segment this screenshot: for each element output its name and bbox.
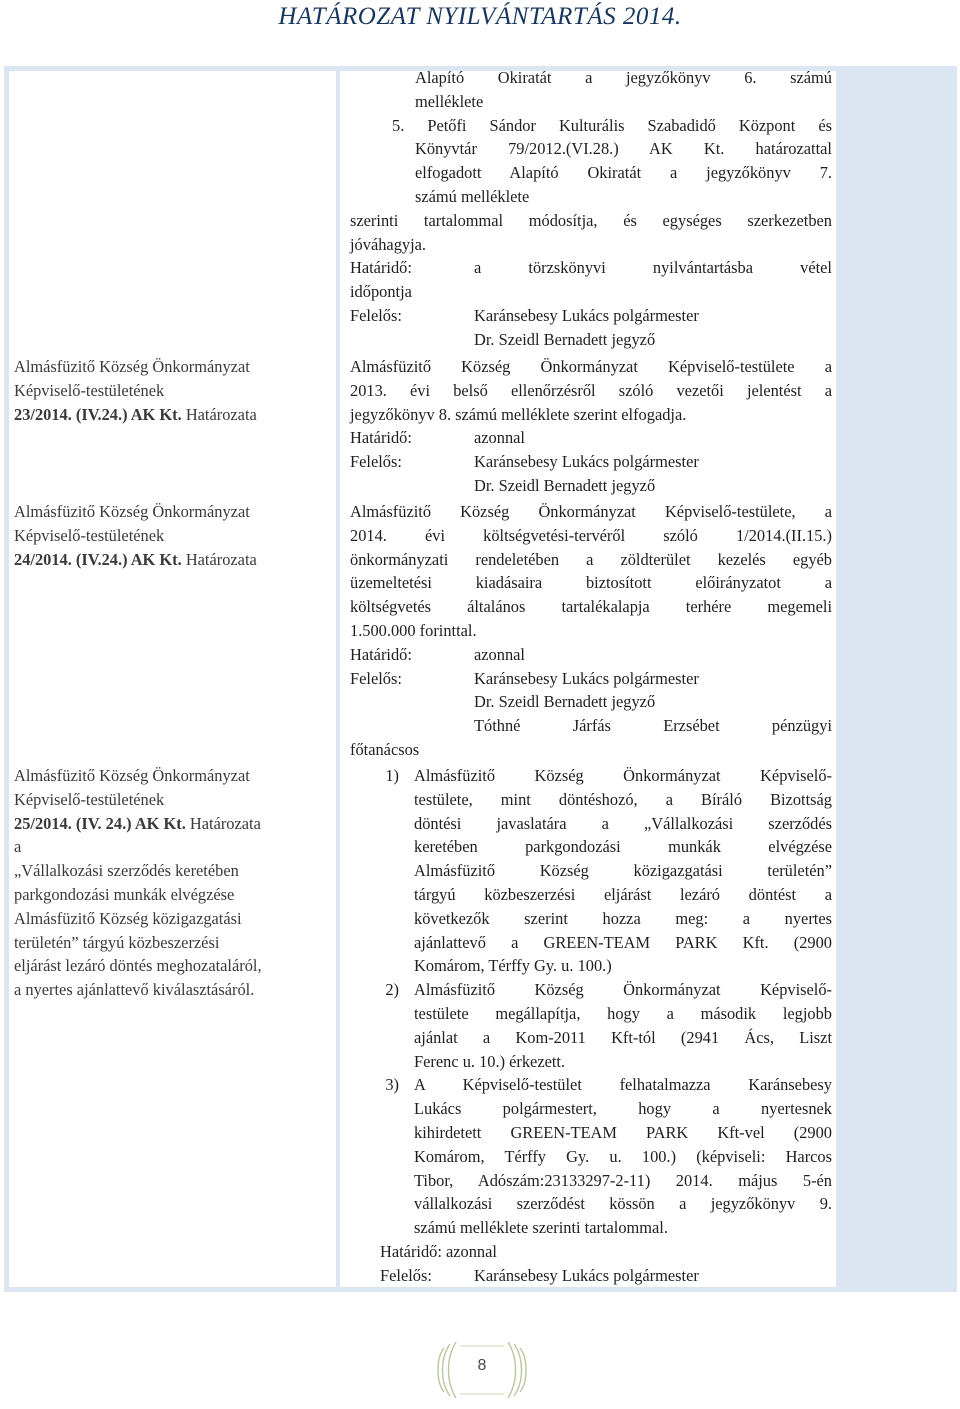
list-number: 3)	[385, 1075, 399, 1095]
table-edge-band	[840, 71, 952, 1287]
list-line: Almásfüzitő Község Önkormányzat Képviselő-	[414, 980, 832, 1000]
list-line: számú melléklete szerinti tartalommal.	[414, 1218, 668, 1238]
previous-resolution-continuation	[350, 66, 832, 352]
label-subject-line: parkgondozási munkák elvégzése	[14, 884, 235, 904]
list-line: Tibor, Adószám:23133297-2-11) 2014. május 5-én	[414, 1170, 832, 1190]
label-line: Képviselő-testületének	[14, 789, 165, 809]
resolution-23-text	[350, 355, 832, 498]
page-number-badge	[430, 1338, 534, 1402]
list-line: testülete megállapítja, hogy a második legjobb	[414, 1003, 832, 1023]
resolution-number: 23/2014. (IV.24.) AK Kt.	[14, 404, 182, 424]
responsible-person: Karánsebesy Lukács polgármester	[474, 1265, 699, 1285]
body-line: szerinti tartalommal módosítja, és egységes szerkezetben	[350, 210, 832, 230]
responsible-person: Dr. Szeidl Bernadett jegyző	[474, 329, 656, 349]
responsible-person: Karánsebesy Lukács polgármester	[474, 452, 699, 472]
resolution-number: 24/2014. (IV.24.) AK Kt.	[14, 549, 182, 569]
list-line: tárgyú közbeszerzési eljárást lezáró döntést a	[414, 884, 832, 904]
list-line: ajánlat a Kom-2011 Kft-tól (2941 Ács, Liszt	[414, 1027, 832, 1047]
list-line: Almásfüzitő Község Önkormányzat Képviselő-	[414, 766, 832, 785]
deadline-label: Határidő:	[350, 428, 412, 448]
responsible-label: Felelős:	[350, 305, 402, 325]
label-line: Képviselő-testületének	[14, 525, 165, 545]
body-line: 5. Petőfi Sándor Kulturális Szabadidő Központ és	[392, 115, 832, 135]
responsible-person-cont: főtanácsos	[350, 739, 420, 759]
responsible-person: Tóthné Járfás Erzsébet pénzügyi	[474, 716, 832, 736]
deadline-value-cont: időpontja	[350, 282, 412, 302]
label-subject-line: területén” tárgyú közbeszerzési	[14, 932, 220, 952]
resolution-24-text	[350, 500, 832, 762]
page-number: 8	[477, 1357, 487, 1374]
label-subject-line: „Vállalkozási szerződés keretében	[14, 861, 239, 881]
list-line: ajánlattevő a GREEN-TEAM PARK Kft. (2900	[414, 932, 832, 952]
list-line: következők szerint hozza meg: a nyertes	[414, 908, 832, 928]
responsible-person: Dr. Szeidl Bernadett jegyző	[474, 692, 656, 712]
label-line: Almásfüzitő Község Önkormányzat	[14, 766, 250, 785]
deadline-value: azonnal	[474, 428, 525, 448]
list-line: testülete, mint döntéshozó, a Bíráló Bizottság	[414, 789, 832, 809]
label-suffix: Határozata	[181, 404, 257, 424]
body-line: költségvetés általános tartalékalapja terhére megemeli	[350, 597, 832, 617]
left-column-cell	[9, 71, 336, 1287]
page-header-title: HATÁROZAT NYILVÁNTARTÁS 2014.	[278, 3, 682, 30]
label-subject-line: eljárást lezáró döntés meghozataláról,	[14, 956, 262, 976]
responsible-label: Felelős:	[380, 1265, 432, 1285]
list-line: kihirdetett GREEN-TEAM PARK Kft-vel (2900	[414, 1122, 832, 1142]
list-item	[350, 978, 832, 1073]
list-line: Komárom, Térffy Gy. u. 100.) (képviseli: Harcos	[414, 1146, 832, 1166]
label-subject-line: a	[14, 837, 22, 857]
body-line: számú melléklete	[415, 186, 530, 206]
label-line: Almásfüzitő Község Önkormányzat	[14, 357, 250, 376]
label-suffix: Határozata	[185, 813, 261, 833]
body-line: Alapító Okiratát a jegyzőkönyv 6. számú	[415, 68, 832, 87]
label-line: Almásfüzitő Község Önkormányzat	[14, 502, 250, 521]
body-line: melléklete	[415, 91, 484, 111]
body-line: üzemeltetési kiadásaira biztosított előirányzatot a	[350, 573, 832, 593]
list-number: 2)	[385, 980, 399, 1000]
deadline-value: azonnal	[474, 644, 525, 664]
list-item	[350, 764, 832, 978]
body-line: elfogadott Alapító Okiratát a jegyzőkönyv 7.	[415, 163, 832, 183]
body-line: önkormányzati rendeletében a zöldterület kezelés egyéb	[350, 549, 832, 569]
list-line: Lukács polgármestert, hogy a nyertesnek	[414, 1099, 832, 1119]
deadline-label: Határidő:	[350, 258, 412, 278]
list-line: A Képviselő-testület felhatalmazza Karánsebesy	[414, 1075, 832, 1095]
body-line: Almásfüzitő Község Önkormányzat Képviselő-testülete a	[350, 357, 832, 376]
responsible-label: Felelős:	[350, 452, 402, 472]
list-line: Almásfüzitő Község közigazgatási területén”	[414, 861, 832, 881]
resolution-number: 25/2014. (IV. 24.) AK Kt.	[14, 813, 186, 833]
label-line: Képviselő-testületének	[14, 380, 165, 400]
resolution-label-24	[14, 500, 332, 571]
body-line: 2013. évi belső ellenőrzésről szóló vezetői jelentést a	[350, 380, 832, 400]
body-line: 2014. évi költségvetési-tervéről szóló 1/2014.(II.15.)	[350, 525, 832, 545]
responsible-label: Felelős:	[350, 668, 402, 688]
list-line: vállalkozási szerződést kössön a jegyzőkönyv 9.	[414, 1194, 832, 1214]
list-line: Komárom, Térffy Gy. u. 100.)	[414, 956, 612, 976]
body-line: jóváhagyja.	[350, 234, 427, 254]
body-line: Almásfüzitő Község Önkormányzat Képviselő-testülete, a	[350, 502, 832, 521]
list-line: keretében parkgondozási munkák elvégzése	[414, 837, 832, 857]
resolution-25-text	[350, 764, 832, 1288]
deadline-line: Határidő: azonnal	[380, 1241, 497, 1261]
list-line: Ferenc u. 10.) érkezett.	[414, 1051, 566, 1071]
deadline-label: Határidő:	[350, 644, 412, 664]
resolution-label-25	[14, 764, 332, 1002]
label-suffix: Határozata	[181, 549, 257, 569]
responsible-person: Karánsebesy Lukács polgármester	[474, 305, 699, 325]
list-item	[350, 1073, 832, 1240]
list-number: 1)	[385, 766, 399, 785]
label-subject-line: a nyertes ajánlattevő kiválasztásáról.	[14, 980, 255, 1000]
body-line: jegyzőkönyv 8. számú melléklete szerint elfogadja.	[350, 404, 687, 424]
responsible-person: Karánsebesy Lukács polgármester	[474, 668, 699, 688]
resolution-label-23	[14, 355, 332, 426]
label-subject-line: Almásfüzitő Község közigazgatási	[14, 908, 242, 928]
deadline-value: a törzskönyvi nyilvántartásba vétel	[474, 258, 832, 278]
body-line: Könyvtár 79/2012.(VI.28.) AK Kt. határozattal	[415, 139, 832, 159]
responsible-person: Dr. Szeidl Bernadett jegyző	[474, 475, 656, 495]
list-line: döntési javaslatára a „Vállalkozási szerződés	[414, 813, 832, 833]
body-line: 1.500.000 forinttal.	[350, 620, 477, 640]
